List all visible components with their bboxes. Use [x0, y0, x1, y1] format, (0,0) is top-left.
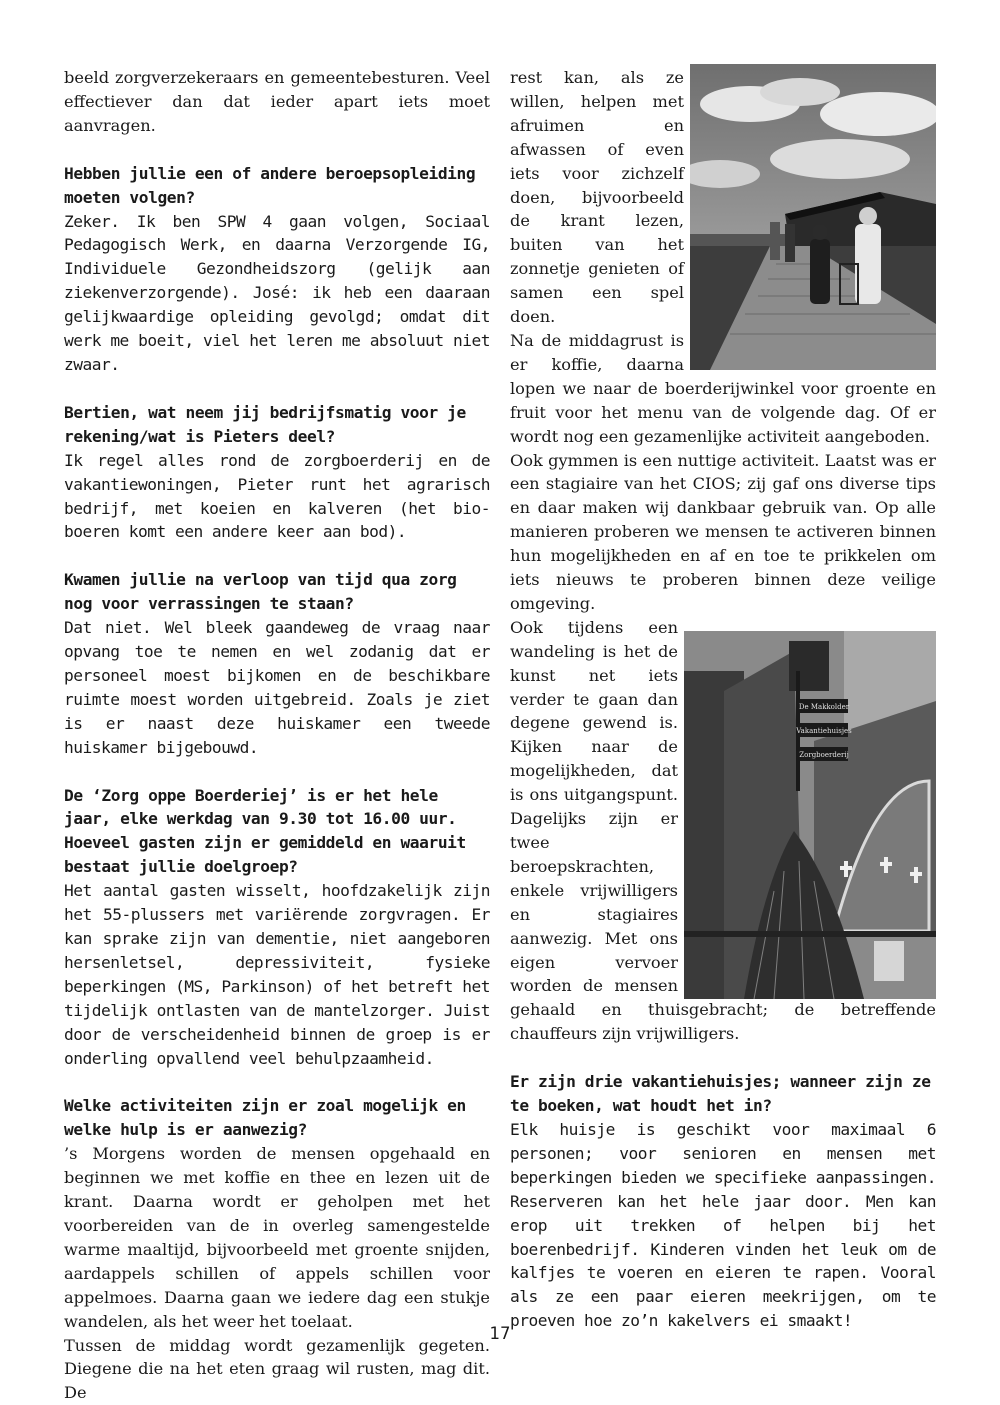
paragraph: Zeker. Ik ben SPW 4 gaan volgen, Sociaal Pedagogisch Werk, en daarna Verzorgende IG, Individuele Gezondheidszorg (gelijk aan ziekenverzorgende). José: ik heb een daaraan gelijkwaardige opleiding gevolgd; omdat dit werk me boeit, viel het leren me absoluut niet zwaar.	[64, 210, 490, 377]
paragraph: Ook tijdens een wandeling is het de kunst net iets verder te gaan dan degene gewend is. Kijken naar de mogelijkheden, dat is ons uitgangspunt. Dagelijks zijn er twee beroepskrachten, enkele vrijwilligers en stagiaires aanwezig. Met ons eigen vervoer worden de mensen gehaald en thuisgebracht; de betreffende chauffeurs zijn vrijwilligers.	[510, 616, 936, 1046]
sign-text: Vakantiehuisjes	[795, 727, 852, 735]
paragraph: Elk huisje is geschikt voor maximaal 6 personen; voor senioren en mensen met beperkingen bieden we specifieke aanpassingen. Reserveren kan het hele jaar door. Men kan erop uit trekken of helpen bij het boerenbedrijf. Kinderen vinden het leuk om de kalfjes te voeren en eieren te rapen. Vooral als ze een paar eieren meekrijgen, om te proeven hoe zo’n kakelvers ei smaakt!	[510, 1118, 936, 1333]
left-column	[64, 66, 490, 1405]
question-heading: Welke activiteiten zijn er zoal mogelijk en welke hulp is er aanwezig?	[64, 1094, 490, 1142]
paragraph: Ik regel alles rond de zorgboerderij en de vakantiewoningen, Pieter runt het agrarisch bedrijf, met koeien en kalveren (het bio-boeren komt een andere keer aan bod).	[64, 449, 490, 545]
sign-text: Zorgboerderij	[799, 751, 848, 759]
paragraph: beeld zorgverzekeraars en gemeentebesturen. Veel effectiever dan dat ieder apart iets moet aanvragen.	[64, 66, 490, 138]
paragraph: Ook gymmen is een nuttige activiteit. Laatst was er een stagiaire van het CIOS; zij gaf ons diverse tips en daar maken wij dankbaar gebruik van. Op alle manieren proberen we mensen te activeren binnen hun mogelijkheden en af en toe te prikkelen om iets nieuws te proberen binnen deze veilige omgeving.	[510, 449, 936, 616]
question-heading: Kwamen jullie na verloop van tijd qua zorg nog voor verrassingen te staan?	[64, 568, 490, 616]
paragraph: rest kan, als ze willen, helpen met afruimen en afwassen of even iets voor zichzelf doen, bijvoorbeeld de krant lezen, buiten van het zonnetje genieten of samen een spel doen.	[510, 66, 936, 329]
page-number: 17	[0, 1324, 1000, 1343]
paragraph: Dat niet. Wel bleek gaandeweg de vraag naar opvang toe te nemen en wel zodanig dat er personeel moest bijkomen en de beschikbare ruimte moest worden uitgebreid. Zoals je ziet is er naast deze huiskamer een tweede huiskamer bijgebouwd.	[64, 616, 490, 759]
sign-text: De Makkolder	[799, 703, 850, 711]
question-heading: Er zijn drie vakantiehuisjes; wanneer zijn ze te boeken, wat houdt het in?	[510, 1070, 936, 1118]
paragraph: Het aantal gasten wisselt, hoofdzakelijk zijn het 55-plussers met variërende zorgvragen. Er kan sprake zijn van dementie, niet aangeboren hersenletsel, depressiviteit, fysieke beperkingen (MS, Parkinson) of het betreft het tijdelijk ontlasten van de mantelzorger. Juist door de verscheidenheid binnen de groep is er onderling opvallend veel behulpzaamheid.	[64, 879, 490, 1070]
paragraph: Tussen de middag wordt gezamenlijk gegeten. Diegene die na het eten graag wil rusten, mag dit. De	[64, 1334, 490, 1405]
question-heading: Hebben jullie een of andere beroepsopleiding moeten volgen?	[64, 162, 490, 210]
question-heading: De ‘Zorg oppe Boerderiej’ is er het hele jaar, elke werkdag van 9.30 tot 16.00 uur. Hoeveel gasten zijn er gemiddeld en waaruit bestaat jullie doelgroep?	[64, 784, 490, 880]
question-heading: Bertien, wat neem jij bedrijfsmatig voor je rekening/wat is Pieters deel?	[64, 401, 490, 449]
photo-walkers-on-path	[690, 64, 936, 370]
photo-brick-chapel-signs	[684, 631, 936, 999]
paragraph: ’s Morgens worden de mensen opgehaald en beginnen we met koffie en thee en lezen uit de krant. Daarna wordt er geholpen met het voorbereiden van de in overleg samengestelde warme maaltijd, bijvoorbeeld met groente snijden, aardappels schillen of appels schillen voor appelmoes. Daarna gaan we iedere dag een stukje wandelen, als het weer het toelaat.	[64, 1142, 490, 1333]
paragraph: Na de middagrust is er koffie, daarna lopen we naar de boerderijwinkel voor groente en fruit voor het menu van de volgende dag. Of er wordt nog een gezamenlijke activiteit aangeboden.	[510, 329, 936, 449]
